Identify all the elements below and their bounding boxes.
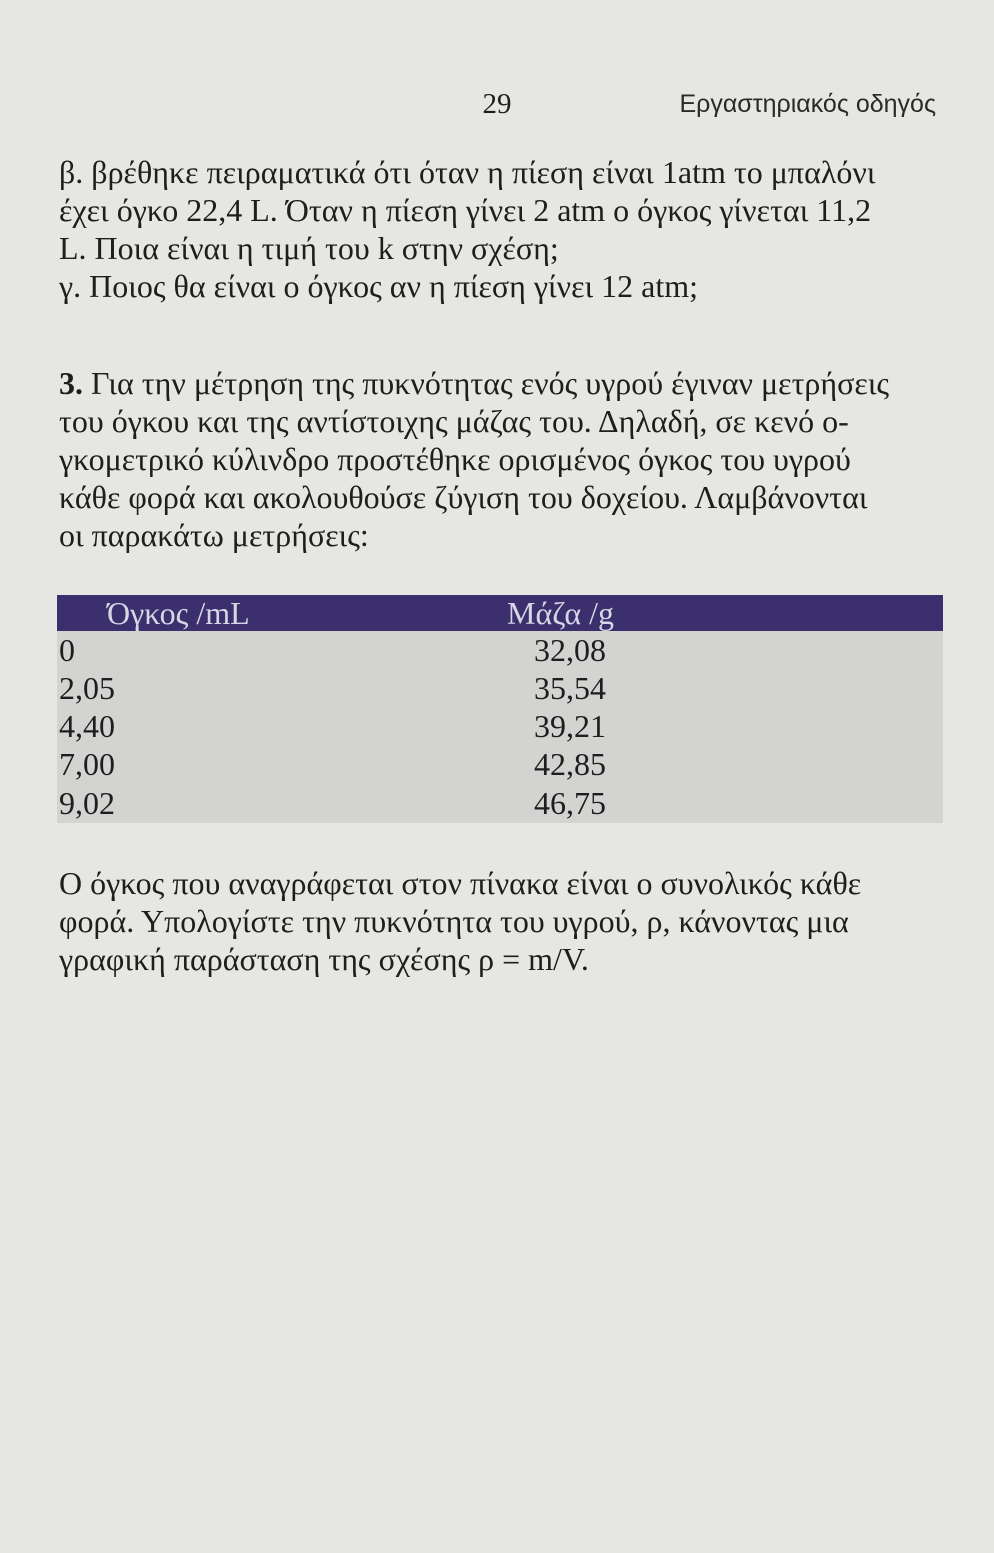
volume-cell: 7,00 (57, 745, 507, 783)
note-line: γραφική παράσταση της σχέσης ρ = m/V. (59, 941, 589, 977)
volume-cell: 4,40 (57, 707, 507, 745)
page-number: 29 (482, 88, 512, 120)
note-line: φορά. Υπολογίστε την πυκνότητα του υγρού, ρ, κάνοντας μια (59, 903, 849, 939)
volume-column-header: Όγκος /mL (57, 595, 507, 631)
table-row (57, 669, 943, 707)
mass-cell: 32,08 (507, 631, 943, 669)
mass-cell: 46,75 (507, 783, 943, 823)
exercise-number: 3. (59, 365, 83, 401)
volume-cell: 0 (57, 631, 507, 669)
exercise-3-line: κάθε φορά και ακολουθούσε ζύγιση του δοχείου. Λαμβάνονται (59, 479, 868, 515)
table-row (57, 631, 943, 669)
exercise-3-first-line (59, 364, 949, 402)
mass-column-header: Μάζα /g (507, 595, 943, 631)
table-header-row (57, 595, 943, 631)
volume-cell: 2,05 (57, 669, 507, 707)
note-line: Ο όγκος που αναγράφεται στον πίνακα είναι ο συνολικός κάθε (59, 865, 862, 901)
part-b-line: έχει όγκο 22,4 L. Όταν η πίεση γίνει 2 atm ο όγκος γίνεται 11,2 (59, 192, 872, 228)
table-row (57, 745, 943, 783)
table-note-paragraph (59, 864, 949, 978)
mass-cell: 35,54 (507, 669, 943, 707)
part-b-paragraph (59, 153, 949, 267)
exercise-3-first-line-text: Για την μέτρηση της πυκνότητας ενός υγρού έγιναν μετρήσεις (83, 365, 890, 401)
measurements-table (57, 595, 943, 823)
part-b-line: L. Ποια είναι η τιμή του k στην σχέση; (59, 230, 559, 266)
table-row (57, 783, 943, 823)
part-g-paragraph (59, 267, 949, 305)
exercise-3-line: οι παρακάτω μετρήσεις: (59, 517, 369, 553)
exercise-3-paragraph (59, 364, 949, 554)
mass-cell: 39,21 (507, 707, 943, 745)
running-header: Εργαστηριακός οδηγός (679, 90, 936, 118)
exercise-3-line: του όγκου και της αντίστοιχης μάζας του. Δηλαδή, σε κενό ο- (59, 403, 849, 439)
volume-cell: 9,02 (57, 783, 507, 823)
exercise-3-line: γκομετρικό κύλινδρο προστέθηκε ορισμένος όγκος του υγρού (59, 441, 851, 477)
table-row (57, 707, 943, 745)
part-b-line: β. βρέθηκε πειραματικά ότι όταν η πίεση είναι 1atm το μπαλόνι (59, 154, 876, 190)
part-g-line: γ. Ποιος θα είναι ο όγκος αν η πίεση γίνει 12 atm; (59, 268, 699, 304)
mass-cell: 42,85 (507, 745, 943, 783)
